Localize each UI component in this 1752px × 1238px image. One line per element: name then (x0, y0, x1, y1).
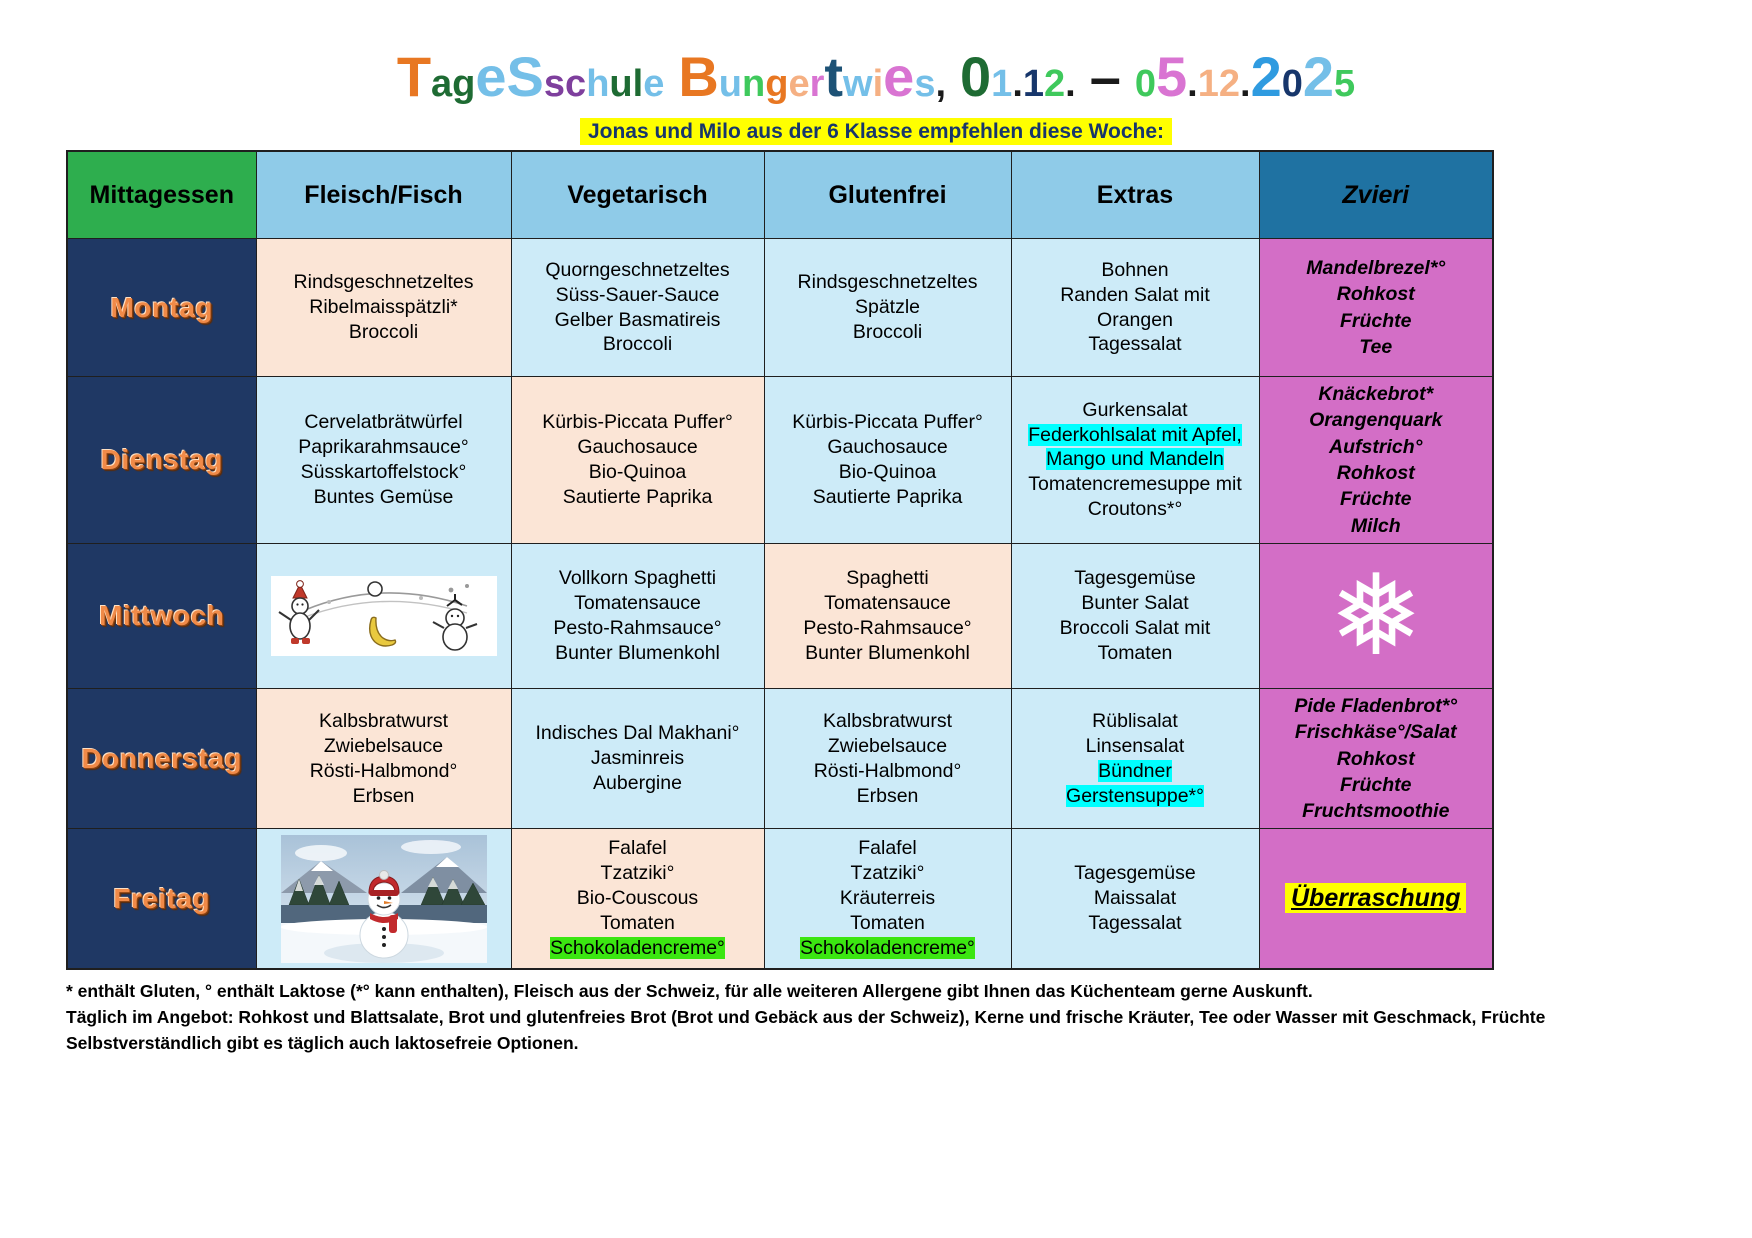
menu-item: Mandelbrezel*° (1306, 256, 1446, 279)
cell-montag-fleisch-fisch (256, 239, 511, 377)
menu-item: Zwiebelsauce (323, 734, 444, 757)
menu-item: Rindsgeschnetzeltes (293, 271, 474, 294)
title-letter: . (1012, 63, 1023, 105)
cell-donnerstag-fleisch-fisch (256, 688, 511, 829)
title-letter: 0 (960, 45, 992, 108)
menu-item: Bohnen (1101, 258, 1169, 281)
menu-item: Tomatensauce (574, 591, 701, 614)
menu-item: Früchte (1339, 488, 1412, 511)
day-cell-donnerstag (67, 688, 256, 829)
menu-item: Tagesgemüse (1074, 566, 1196, 589)
menu-item: Kürbis-Piccata Puffer° (792, 411, 983, 434)
title-letter: s (914, 63, 936, 105)
cell-montag-glutenfrei (764, 239, 1011, 377)
title-letter: e (883, 45, 915, 108)
title-space (946, 52, 960, 118)
menu-item: Federkohlsalat mit Apfel, (1028, 423, 1242, 446)
snowball-fight-image (271, 576, 497, 656)
subtitle-row (0, 120, 1752, 144)
menu-item: Kalbsbratwurst (823, 709, 952, 732)
day-cell-mittwoch (67, 543, 256, 688)
menu-item: Aufstrich° (1329, 435, 1423, 458)
title-letter: S (506, 45, 544, 108)
title-letter: 5 (1156, 45, 1188, 108)
title-letter: – (1089, 45, 1121, 108)
column-header-mittagessen: Mittagessen (67, 151, 256, 239)
menu-item: Erbsen (352, 784, 415, 807)
title-letter: . (1240, 63, 1251, 105)
title-space (664, 52, 678, 118)
menu-item: Tee (1359, 335, 1393, 358)
column-header-fleisch-fisch: Fleisch/Fisch (256, 151, 511, 239)
title-letter: . (1187, 63, 1198, 105)
cell-mittwoch-fleisch-fisch (256, 543, 511, 688)
menu-item: Frischkäse°/Salat (1294, 721, 1457, 744)
menu-item: Rüblisalat (1092, 709, 1178, 732)
title-letter: B (678, 45, 719, 108)
title-letter: i (872, 63, 884, 105)
menu-item: Tzatziki° (600, 862, 675, 885)
menu-item: Erbsen (856, 784, 919, 807)
cell-freitag-zvieri (1259, 829, 1493, 969)
menu-item: Sautierte Paprika (812, 485, 963, 508)
cell-dienstag-vegetarisch (511, 377, 764, 544)
menu-item: Kalbsbratwurst (319, 709, 448, 732)
menu-item: Broccoli Salat mit (1059, 616, 1211, 639)
title-letter: a (431, 63, 453, 105)
menu-item: Pesto-Rahmsauce° (803, 616, 972, 639)
menu-item: Rösti-Halbmond° (309, 759, 458, 782)
menu-item: Bio-Couscous (576, 887, 699, 910)
menu-item: Zwiebelsauce (827, 734, 948, 757)
menu-item: Aubergine (593, 772, 682, 795)
title-letter: r (809, 63, 825, 105)
title-letter: c (565, 63, 587, 105)
cell-donnerstag-zvieri (1259, 688, 1493, 829)
menu-item: Sautierte Paprika (562, 485, 713, 508)
cell-dienstag-extras (1011, 377, 1259, 544)
title-letter: T (396, 45, 432, 108)
title-space (1121, 52, 1135, 118)
menu-item: Rindsgeschnetzeltes (797, 271, 978, 294)
menu-item: Tagesgemüse (1074, 862, 1196, 885)
menu-item: Broccoli (602, 333, 673, 356)
cell-freitag-glutenfrei (764, 829, 1011, 969)
title-letter: u (609, 63, 633, 105)
cell-mittwoch-extras (1011, 543, 1259, 688)
menu-item: Falafel (608, 837, 667, 860)
column-header-glutenfrei: Glutenfrei (764, 151, 1011, 239)
title-letter: s (543, 63, 566, 105)
menu-item: Tagessalat (1088, 912, 1182, 935)
menu-item: Buntes Gemüse (313, 485, 454, 508)
menu-item: Maissalat (1093, 887, 1177, 910)
cell-dienstag-zvieri (1259, 377, 1493, 544)
menu-item: Ribelmaisspätzli* (309, 296, 458, 319)
menu-item: Gurkensalat (1082, 398, 1188, 421)
cell-dienstag-glutenfrei (764, 377, 1011, 544)
title-letter: u (718, 63, 742, 105)
row-dienstag (67, 377, 1493, 544)
day-cell-montag (67, 239, 256, 377)
title-letter: n (742, 63, 766, 105)
title-letter: l (632, 63, 644, 105)
menu-item: Tomaten (600, 912, 675, 935)
menu-item: Orangenquark (1309, 409, 1443, 432)
menu-item: Rohkost (1336, 283, 1415, 306)
title-letter: h (586, 63, 610, 105)
menu-item: Pesto-Rahmsauce° (553, 616, 722, 639)
title-letter: , (935, 63, 947, 105)
menu-item: Broccoli (348, 320, 419, 343)
footnote-line: Selbstverständlich gibt es täglich auch laktosefreie Optionen. (66, 1033, 579, 1054)
menu-item: Quorngeschnetzeltes (545, 258, 730, 281)
menu-item: Gelber Basmatireis (554, 308, 721, 331)
cell-montag-extras (1011, 239, 1259, 377)
row-freitag (67, 829, 1493, 969)
title-letter: 0 (1281, 63, 1303, 105)
menu-item: Paprikarahmsauce° (298, 435, 469, 458)
menu-item: Schokoladencreme° (800, 937, 975, 960)
title-letter: . (1065, 63, 1076, 105)
column-header-zvieri: Zvieri (1259, 151, 1493, 239)
title-letter: 2 (1218, 63, 1241, 105)
menu-item: Früchte (1339, 309, 1412, 332)
cell-freitag-extras (1011, 829, 1259, 969)
menu-item: Bio-Quinoa (838, 460, 937, 483)
menu-item: Kürbis-Piccata Puffer° (542, 411, 733, 434)
column-header-vegetarisch: Vegetarisch (511, 151, 764, 239)
menu-item: Schokoladencreme° (550, 937, 725, 960)
cell-freitag-fleisch-fisch (256, 829, 511, 969)
menu-item: Süsskartoffelstock° (300, 460, 467, 483)
title-letter: g (765, 63, 789, 105)
cell-mittwoch-vegetarisch (511, 543, 764, 688)
cell-donnerstag-extras (1011, 688, 1259, 829)
title-letter: e (475, 45, 507, 108)
day-cell-freitag (67, 829, 256, 969)
snowman-photo-image (281, 835, 487, 963)
menu-item: Kräuterreis (839, 887, 936, 910)
menu-item: Tagessalat (1088, 333, 1182, 356)
menu-item: Vollkorn Spaghetti (558, 566, 717, 589)
menu-item: Bündner (1098, 759, 1172, 782)
footnotes (66, 978, 1696, 1057)
title-letter: 1 (1022, 63, 1045, 105)
title-letter: 5 (1334, 63, 1356, 105)
footnote-line: Täglich im Angebot: Rohkost und Blattsalate, Brot und glutenfreies Brot (Brot und Gebäck aus der Schweiz), Kerne und frische Kräuter, Tee oder Wasser mit Geschmack, Früchte (66, 1007, 1546, 1028)
menu-item: Rohkost (1336, 747, 1415, 770)
cell-donnerstag-vegetarisch (511, 688, 764, 829)
menu-item: Croutons*° (1087, 498, 1183, 521)
row-mittwoch (67, 543, 1493, 688)
footnote-line: * enthält Gluten, ° enthält Laktose (*° kann enthalten), Fleisch aus der Schweiz, für alle weiteren Allergene gibt Ihnen das Küchenteam gerne Auskunft. (66, 980, 1313, 1001)
menu-item: Fruchtsmoothie (1302, 800, 1450, 823)
menu-table (66, 150, 1494, 970)
cell-donnerstag-glutenfrei (764, 688, 1011, 829)
menu-item: Knäckebrot* (1318, 383, 1434, 405)
title-letter: 2 (1302, 45, 1335, 108)
menu-item: Bunter Salat (1081, 591, 1189, 614)
menu-item: Jasminreis (590, 747, 685, 770)
title-letter: e (788, 63, 810, 105)
cell-montag-zvieri (1259, 239, 1493, 377)
title-letter: 1 (991, 63, 1013, 105)
cell-mittwoch-zvieri (1259, 543, 1493, 688)
cell-mittwoch-glutenfrei (764, 543, 1011, 688)
cell-freitag-vegetarisch (511, 829, 764, 969)
menu-item: Cervelatbrätwürfel (304, 411, 463, 434)
row-montag (67, 239, 1493, 377)
menu-item: Früchte (1339, 773, 1412, 796)
day-label-mittwoch: Mittwoch (99, 599, 225, 631)
title-letter: 0 (1134, 63, 1157, 105)
title-space (1076, 52, 1090, 118)
menu-item: Spaghetti (846, 566, 929, 589)
menu-item: Milch (1350, 514, 1401, 537)
menu-item: Pide Fladenbrot*° (1294, 694, 1458, 717)
title-letter: g (452, 63, 476, 105)
cell-montag-vegetarisch (511, 239, 764, 377)
menu-item: Falafel (858, 837, 917, 860)
menu-item: Tomaten (1097, 641, 1173, 664)
day-cell-dienstag (67, 377, 256, 544)
day-label-dienstag: Dienstag (100, 443, 223, 475)
menu-item: Gerstensuppe*° (1066, 784, 1204, 807)
menu-item: Rösti-Halbmond° (813, 759, 962, 782)
menu-item: Tomaten (850, 912, 925, 935)
title-letter: e (643, 63, 665, 105)
title-letter: 1 (1197, 63, 1219, 105)
menu-item: Indisches Dal Makhani° (535, 722, 740, 745)
column-header-extras: Extras (1011, 151, 1259, 239)
day-label-montag: Montag (110, 291, 214, 323)
snowflake-image: ❅ (1328, 550, 1423, 681)
menu-item: Rohkost (1336, 461, 1415, 484)
menu-item: Überraschung (1285, 883, 1466, 913)
menu-item: Süss-Sauer-Sauce (555, 283, 720, 306)
menu-item: Bunter Blumenkohl (555, 641, 720, 664)
menu-item: Gauchosauce (577, 435, 698, 458)
menu-item: Tomatencremesuppe mit (1028, 473, 1242, 496)
title-letter: 2 (1250, 45, 1282, 108)
page-title (0, 0, 1752, 118)
header-row (67, 151, 1493, 239)
title-letter: w (843, 63, 873, 105)
cell-dienstag-fleisch-fisch (256, 377, 511, 544)
day-label-freitag: Freitag (113, 882, 211, 914)
menu-item: Broccoli (852, 320, 923, 343)
day-label-donnerstag: Donnerstag (81, 742, 243, 774)
week-recommendation-banner: Jonas und Milo aus der 6 Klasse empfehlen diese Woche: (580, 118, 1172, 145)
title-letter: t (824, 45, 844, 108)
menu-item: Linsensalat (1085, 734, 1185, 757)
title-letter: 2 (1044, 63, 1066, 105)
menu-item: Tomatensauce (824, 591, 951, 614)
menu-item: Tzatziki° (850, 862, 925, 885)
menu-item: Gauchosauce (827, 435, 948, 458)
menu-item: Mango und Mandeln (1046, 448, 1224, 471)
menu-item: Bio-Quinoa (588, 460, 687, 483)
row-donnerstag (67, 688, 1493, 829)
menu-item: Orangen (1097, 308, 1173, 331)
menu-item: Spätzle (854, 296, 921, 319)
menu-item: Bunter Blumenkohl (805, 641, 970, 664)
menu-item: Randen Salat mit (1060, 283, 1210, 306)
